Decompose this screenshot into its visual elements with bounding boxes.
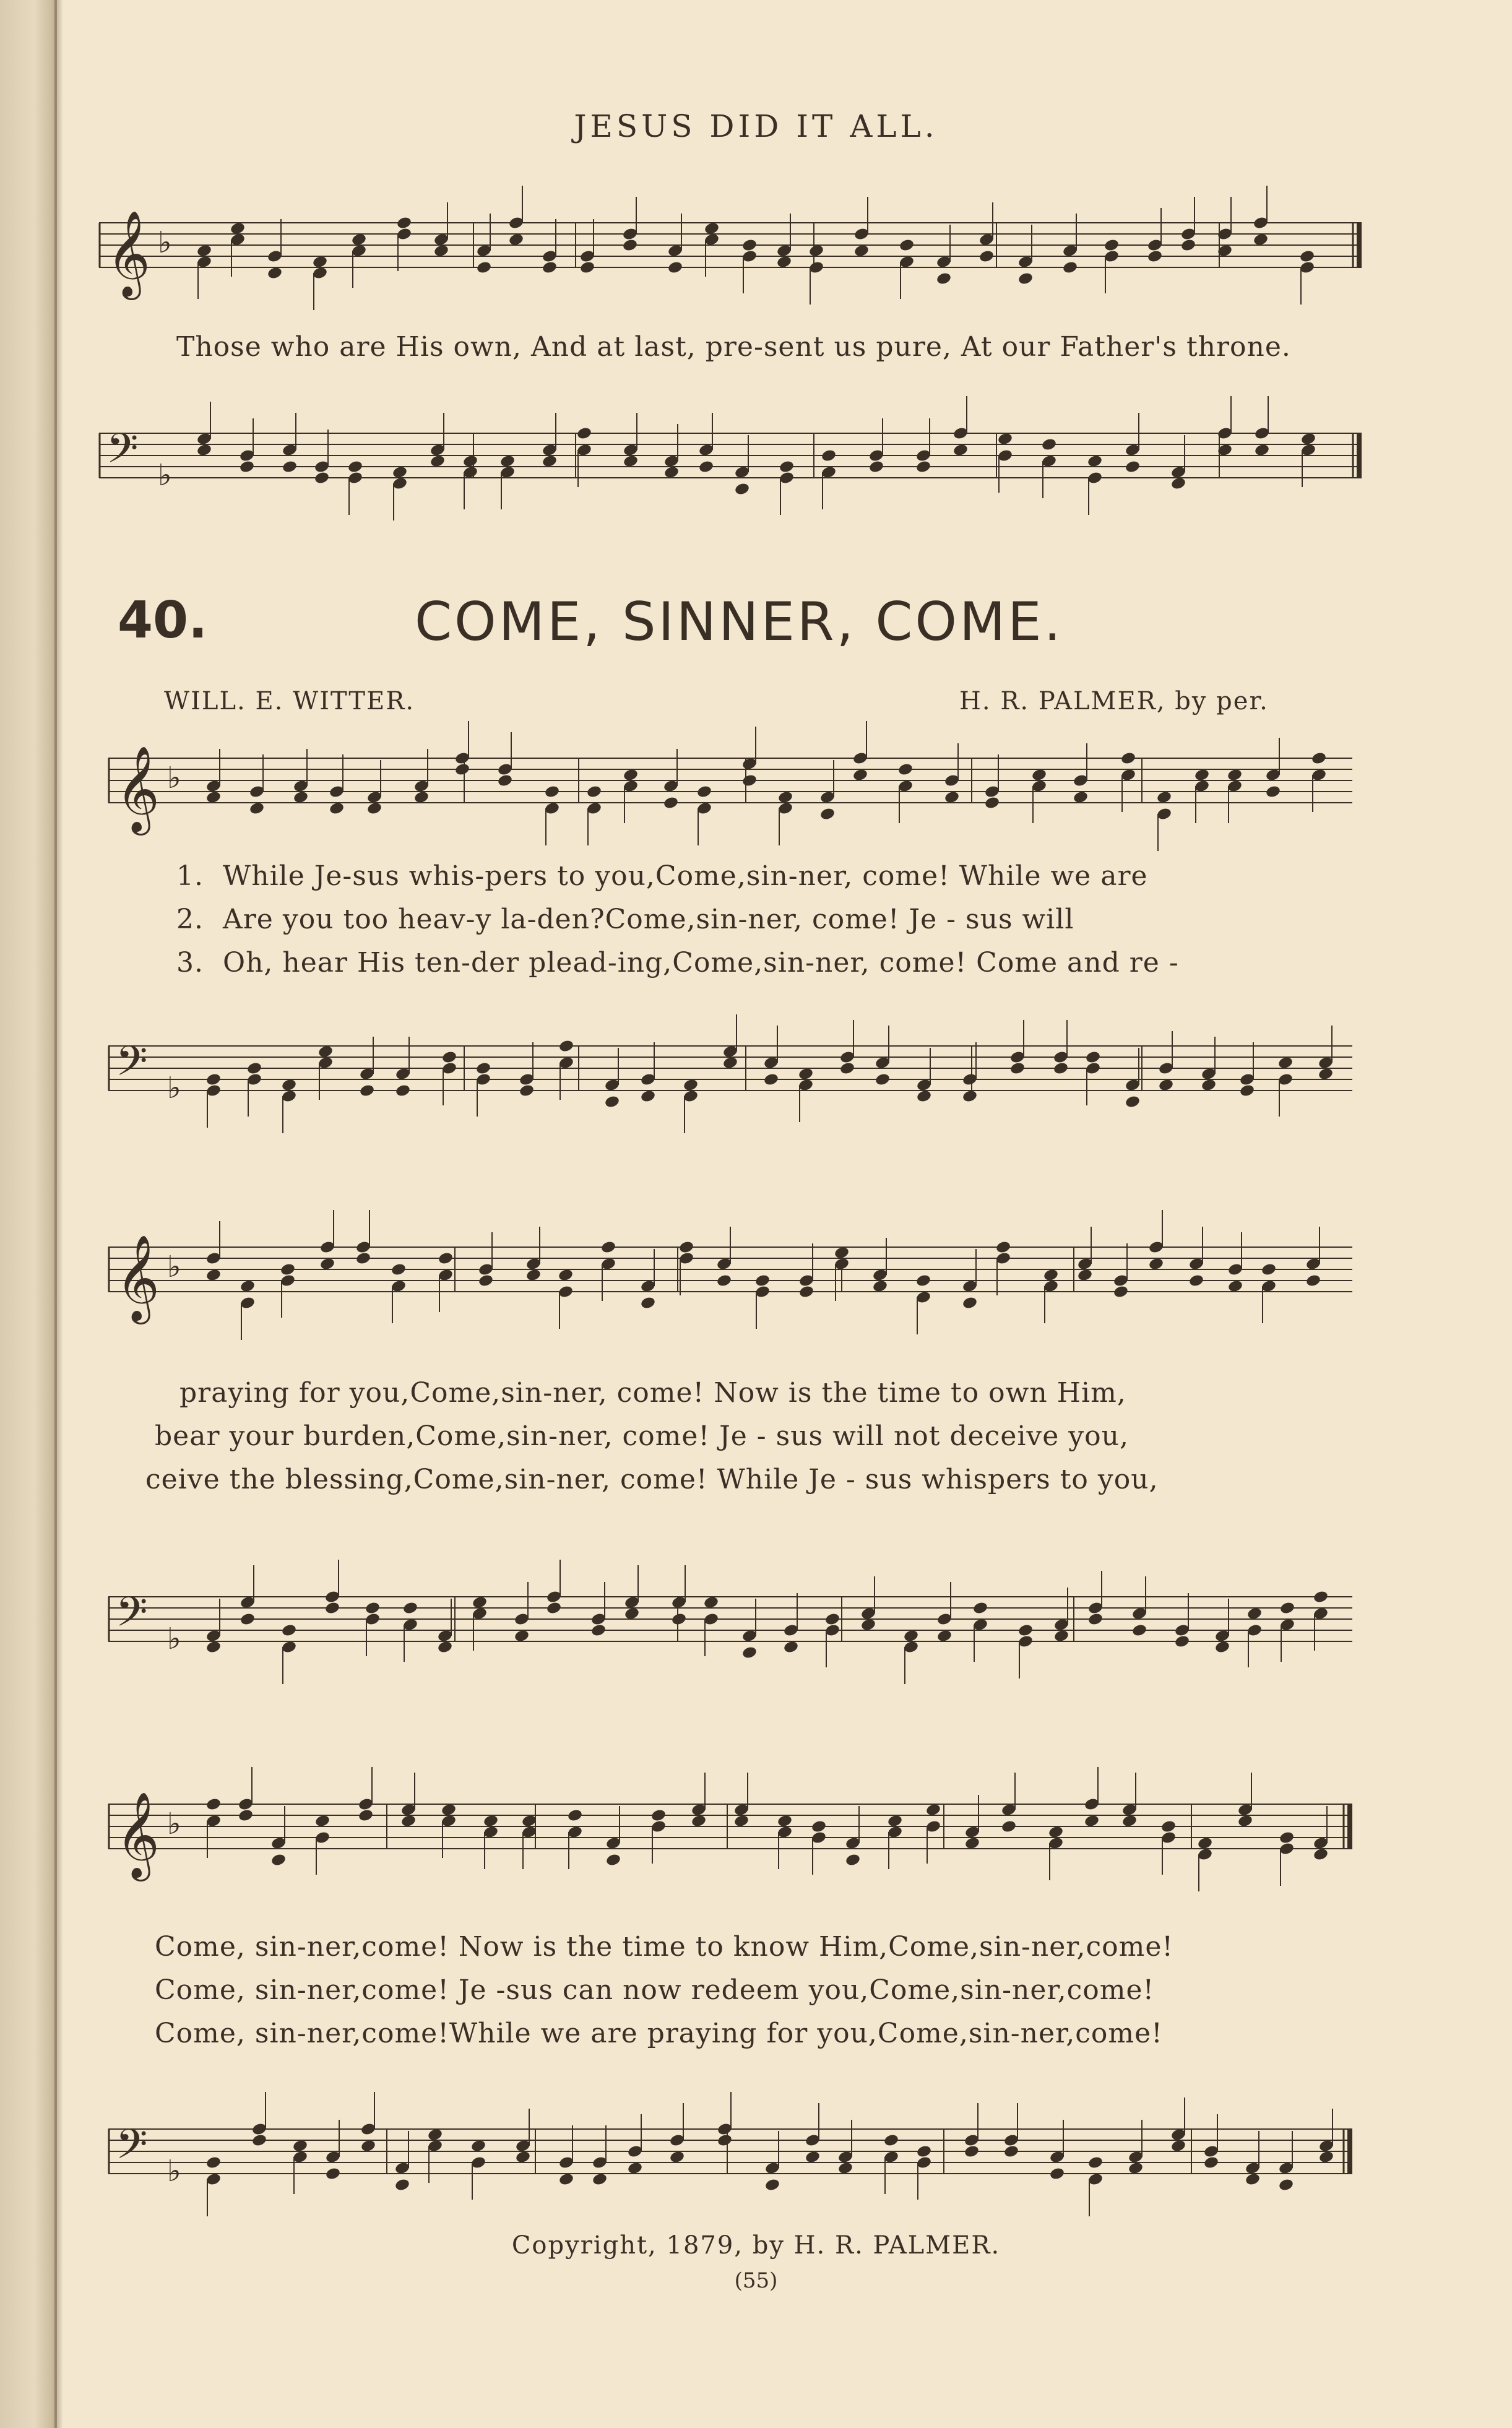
note-head [798, 1067, 814, 1081]
note-head [427, 2128, 443, 2142]
note-head [698, 460, 714, 474]
note-head [1279, 1601, 1295, 1615]
note-head [525, 1268, 542, 1282]
flat-icon: ♭ [158, 225, 172, 260]
note-head [1156, 790, 1172, 805]
note-head [1031, 768, 1047, 782]
note-head [1237, 1814, 1253, 1828]
note-head [671, 1612, 687, 1627]
flat-icon: ♭ [167, 1807, 181, 1841]
note-head [1087, 1612, 1104, 1627]
final-barline [1347, 1804, 1352, 1849]
note-head [764, 2178, 780, 2192]
note-head [1203, 2156, 1219, 2170]
note-head [1121, 1814, 1138, 1828]
note-head [359, 1084, 375, 1098]
system-3-verse-2: Come, sin-ner,come! Je -sus can now redeem you,Come,sin-ner,come! [155, 1974, 1155, 2006]
system-1-verse-3 [176, 947, 1179, 979]
note-head [395, 1084, 411, 1098]
note-head [240, 1279, 256, 1294]
note-head [476, 261, 492, 275]
system-3-bass-staff [108, 2104, 1352, 2203]
note-head [314, 1814, 330, 1828]
note-head [558, 2172, 574, 2187]
note-head [567, 1808, 583, 1823]
note-head [995, 1240, 1011, 1255]
note-head [883, 2133, 899, 2148]
note-head [1158, 1078, 1174, 1092]
note-head [542, 261, 558, 275]
note-head [741, 1646, 758, 1660]
note-head [267, 266, 283, 280]
note-head [196, 244, 212, 258]
note-head [249, 801, 265, 816]
note-head [903, 1629, 919, 1643]
note-head [1043, 1268, 1059, 1282]
note-head [722, 1056, 738, 1070]
note-head [704, 222, 720, 236]
flat-icon: ♭ [167, 2154, 181, 2188]
note-head [734, 482, 750, 496]
note-head [733, 1814, 750, 1828]
note-head [696, 785, 712, 799]
note-head [351, 233, 367, 247]
system-1-treble-staff [108, 733, 1352, 832]
note-head [558, 1039, 574, 1053]
note-head [576, 426, 592, 441]
note-head [355, 1251, 371, 1266]
note-head [1254, 443, 1270, 457]
final-barline [1347, 2129, 1352, 2174]
note-head [1245, 2172, 1261, 2187]
treble-clef-icon: 𝄞 [116, 1235, 160, 1321]
note-head [499, 454, 516, 469]
note-head [897, 763, 914, 777]
note-head [1131, 1623, 1147, 1638]
note-head [586, 785, 602, 799]
note-head [205, 1268, 222, 1282]
note-head [777, 790, 793, 805]
note-head [205, 1640, 222, 1654]
note-head [1313, 1590, 1329, 1604]
flat-icon: ♭ [167, 1071, 181, 1105]
lyric-line: Are you too heav-y la-den?Come,sin-ner, come! Je - sus will [223, 904, 1074, 935]
note-head [1214, 1640, 1230, 1654]
note-head [703, 1596, 719, 1610]
note-head [325, 2167, 341, 2181]
note-head [544, 785, 560, 799]
note-head [515, 2150, 531, 2164]
note-head [1253, 233, 1269, 247]
note-head [964, 2145, 980, 2159]
note-head [640, 1296, 656, 1310]
note-head [519, 1084, 535, 1098]
note-head [438, 1251, 454, 1266]
note-head [716, 1274, 732, 1288]
note-head [691, 1814, 707, 1828]
note-head [1227, 768, 1243, 782]
note-head [366, 801, 382, 816]
system-3-verse-1: Come, sin-ner,come! Now is the time to know Him,Come,sin-ner,come! [155, 1931, 1174, 1963]
note-head [1170, 2139, 1186, 2153]
note-head [872, 1279, 888, 1294]
flat-icon: ♭ [167, 1250, 181, 1284]
note-head [683, 1078, 699, 1092]
note-head [579, 261, 595, 275]
note-head [292, 2139, 308, 2153]
note-head [590, 1623, 607, 1638]
note-head [230, 222, 246, 236]
words-credit: WILL. E. WITTER. [164, 687, 415, 715]
page-number: (55) [734, 2268, 778, 2293]
note-head [777, 1814, 793, 1828]
note-head [1246, 1607, 1263, 1621]
note-head [318, 1045, 334, 1059]
note-head [293, 790, 309, 805]
note-head [1160, 1820, 1177, 1834]
note-head [1279, 1831, 1295, 1845]
copyright-notice: Copyright, 1879, by H. R. PALMER. [511, 2231, 1001, 2260]
note-head [472, 1596, 488, 1610]
note-head [678, 1240, 694, 1255]
system-2-bass-staff [108, 1572, 1352, 1671]
note-head [860, 1618, 876, 1632]
note-head [413, 790, 430, 805]
note-head [640, 1089, 656, 1104]
note-head [430, 454, 446, 469]
system-2-verse-1: praying for you,Come,sin-ner, come! Now is the time to own Him, [179, 1377, 1126, 1409]
note-head [887, 1814, 903, 1828]
note-head [280, 1263, 296, 1277]
previous-hymn-treble-staff [99, 198, 1362, 297]
note-head [936, 1629, 953, 1643]
note-head [365, 1601, 381, 1615]
note-head [1062, 261, 1078, 275]
note-head [805, 2150, 821, 2164]
final-barline [1357, 433, 1362, 478]
note-head [605, 1853, 621, 1867]
note-head [1197, 1836, 1213, 1851]
note-head [542, 454, 558, 469]
note-head [1313, 1847, 1329, 1862]
note-head [962, 1089, 978, 1104]
note-head [392, 465, 408, 480]
note-head [984, 796, 1000, 810]
gutter-shadow [54, 0, 63, 2428]
note-head [1125, 1095, 1141, 1109]
note-head [1001, 1820, 1017, 1834]
note-head [1087, 2156, 1104, 2170]
system-1-bass-staff [108, 1021, 1352, 1120]
note-head [754, 1274, 771, 1288]
note-head [837, 2161, 853, 2175]
note-head [669, 2150, 685, 2164]
note-head [1073, 790, 1089, 805]
note-head [824, 1612, 840, 1627]
note-head [281, 1078, 297, 1092]
note-head [475, 1061, 491, 1076]
previous-hymn-lyric: Those who are His own, And at last, pre-sent us pure, At our Father's throne. [176, 331, 1291, 363]
note-head [1261, 1263, 1277, 1277]
verse-number: 2. [176, 904, 204, 935]
treble-clef-icon: 𝄞 [116, 746, 160, 832]
system-2-treble-staff [108, 1222, 1352, 1321]
note-head [1227, 1279, 1243, 1294]
system-2-verse-2: bear your burden,Come,sin-ner, come! Je - sus will not deceive you, [155, 1420, 1129, 1452]
note-head [1003, 2145, 1019, 2159]
note-head [663, 465, 680, 480]
treble-clef-icon: 𝄞 [106, 210, 150, 296]
verse-number: 3. [176, 947, 204, 979]
note-head [1053, 1061, 1069, 1076]
note-head [1174, 1635, 1190, 1649]
note-head [433, 244, 449, 258]
note-head [394, 2178, 410, 2192]
bass-clef-icon: 𝄢 [116, 1588, 148, 1646]
note-head [783, 1640, 799, 1654]
note-head [1125, 460, 1141, 474]
lyric-line: While Je-sus whis-pers to you,Come,sin-ner, come! While we are [223, 860, 1148, 892]
note-head [1113, 1285, 1129, 1299]
note-head [239, 460, 255, 474]
note-head [868, 460, 884, 474]
note-head [852, 768, 868, 782]
note-head [899, 238, 915, 253]
note-head [978, 249, 995, 264]
note-head [441, 1803, 457, 1817]
note-head [1180, 238, 1196, 253]
note-head [1049, 2167, 1065, 2181]
flat-icon: ♭ [167, 761, 181, 795]
note-head [1318, 2150, 1334, 2164]
note-head [400, 1814, 417, 1828]
system-2-verse-3: ceive the blessing,Come,sin-ner, come! While Je - sus whispers to you, [145, 1464, 1159, 1495]
note-head [314, 471, 330, 485]
note-head [1085, 1050, 1101, 1065]
note-head [402, 1601, 418, 1615]
note-head [238, 1808, 254, 1823]
note-head [396, 216, 412, 230]
note-head [623, 454, 639, 469]
note-head [1009, 1061, 1026, 1076]
note-head [915, 1274, 931, 1288]
running-title: JESUS DID IT ALL. [574, 108, 938, 144]
note-head [462, 454, 478, 469]
note-head [1147, 249, 1163, 264]
note-head [1084, 1814, 1100, 1828]
system-3-treble-staff [108, 1779, 1352, 1878]
note-head [347, 460, 363, 474]
note-head [627, 2161, 643, 2175]
note-head [741, 238, 758, 253]
note-head [717, 2133, 733, 2148]
note-head [819, 807, 836, 821]
note-head [508, 233, 524, 247]
verse-number: 1. [176, 860, 204, 892]
bass-clef-icon: 𝄢 [116, 1037, 148, 1095]
lyric-line: Oh, hear His ten-der plead-ing,Come,sin-ner, come! Come and re - [223, 947, 1179, 979]
final-barline [1357, 223, 1362, 267]
note-head [972, 1601, 988, 1615]
note-head [246, 1061, 262, 1076]
note-head [358, 1808, 374, 1823]
note-head [592, 2172, 608, 2187]
note-head [1239, 1084, 1255, 1098]
note-head [776, 255, 792, 269]
note-head [312, 255, 328, 269]
note-head [839, 1061, 855, 1076]
note-head [1148, 1257, 1164, 1271]
hymn-title: COME, SINNER, COME. [415, 591, 1063, 653]
note-head [470, 2139, 486, 2153]
note-head [997, 432, 1013, 446]
note-head [1087, 454, 1103, 469]
note-head [514, 1629, 530, 1643]
note-head [478, 1274, 494, 1288]
note-head [205, 2156, 222, 2170]
note-head [936, 272, 952, 286]
note-head [1299, 249, 1315, 264]
music-credit: H. R. PALMER, by per. [959, 687, 1269, 715]
note-head [324, 1601, 340, 1615]
note-head [558, 1268, 574, 1282]
note-head [1201, 1078, 1217, 1092]
note-head [1128, 2161, 1144, 2175]
note-head [962, 1296, 978, 1310]
note-head [319, 1257, 335, 1271]
note-head [915, 460, 931, 474]
bass-clef-icon: 𝄢 [106, 425, 139, 482]
note-head [1188, 1274, 1204, 1288]
note-head [1048, 1825, 1064, 1839]
note-head [604, 1095, 620, 1109]
note-head [329, 801, 345, 816]
note-head [483, 1814, 499, 1828]
note-head [205, 1073, 222, 1087]
note-head [741, 774, 758, 788]
note-head [1077, 1268, 1093, 1282]
note-head [944, 790, 960, 805]
note-head [1017, 1623, 1034, 1638]
note-head [600, 1240, 616, 1255]
note-head [281, 1623, 297, 1638]
book-binding [0, 0, 57, 2428]
note-head [437, 1640, 453, 1654]
note-head [205, 790, 222, 805]
note-head [497, 774, 513, 788]
system-1-verse-1 [176, 860, 1148, 892]
note-head [798, 1285, 814, 1299]
note-head [1194, 768, 1210, 782]
note-head [282, 460, 298, 474]
note-head [270, 1853, 287, 1867]
note-head [1120, 751, 1136, 766]
note-head [779, 460, 795, 474]
note-head [1305, 1274, 1321, 1288]
note-head [624, 1607, 640, 1621]
note-head [916, 1089, 932, 1104]
note-head [845, 1853, 861, 1867]
note-head [953, 443, 969, 457]
note-head [1300, 432, 1316, 446]
note-head [1104, 238, 1120, 253]
previous-hymn-bass-staff [99, 408, 1362, 508]
note-head [821, 449, 837, 463]
note-head [205, 1797, 222, 1812]
note-head [1053, 1629, 1069, 1643]
note-head [240, 1612, 256, 1627]
note-head [1311, 751, 1327, 766]
note-head [251, 2133, 267, 2148]
bass-clef-icon: 𝄢 [116, 2120, 148, 2178]
note-head [875, 1073, 891, 1087]
note-head [834, 1246, 850, 1260]
note-head [763, 1073, 779, 1087]
note-head [964, 1836, 980, 1851]
note-head [663, 796, 679, 810]
note-head [1318, 1067, 1334, 1081]
treble-clef-icon: 𝄞 [116, 1792, 160, 1878]
note-head [441, 1050, 457, 1065]
note-head [623, 768, 639, 782]
note-head [391, 1263, 407, 1277]
note-head [546, 1601, 562, 1615]
note-head [1170, 477, 1186, 491]
note-head [196, 443, 212, 457]
note-head [667, 261, 683, 275]
note-head [1265, 785, 1281, 799]
system-1-verse-2 [176, 904, 1074, 935]
note-head [808, 244, 824, 258]
note-head [360, 2139, 376, 2153]
note-head [925, 1803, 941, 1817]
note-head [811, 1820, 827, 1834]
note-head [622, 238, 638, 253]
note-head [853, 244, 870, 258]
flat-icon: ♭ [158, 458, 172, 493]
note-head [454, 763, 470, 777]
note-head [1277, 1056, 1294, 1070]
flat-icon: ♭ [167, 1622, 181, 1656]
note-head [916, 2145, 932, 2159]
system-3-verse-3: Come, sin-ner,come!While we are praying for you,Come,sin-ner,come! [155, 2018, 1163, 2049]
note-head [1278, 2178, 1294, 2192]
note-head [1017, 272, 1034, 286]
hymn-number: 40. [118, 591, 208, 650]
note-head [1041, 438, 1057, 452]
note-head [650, 1808, 667, 1823]
